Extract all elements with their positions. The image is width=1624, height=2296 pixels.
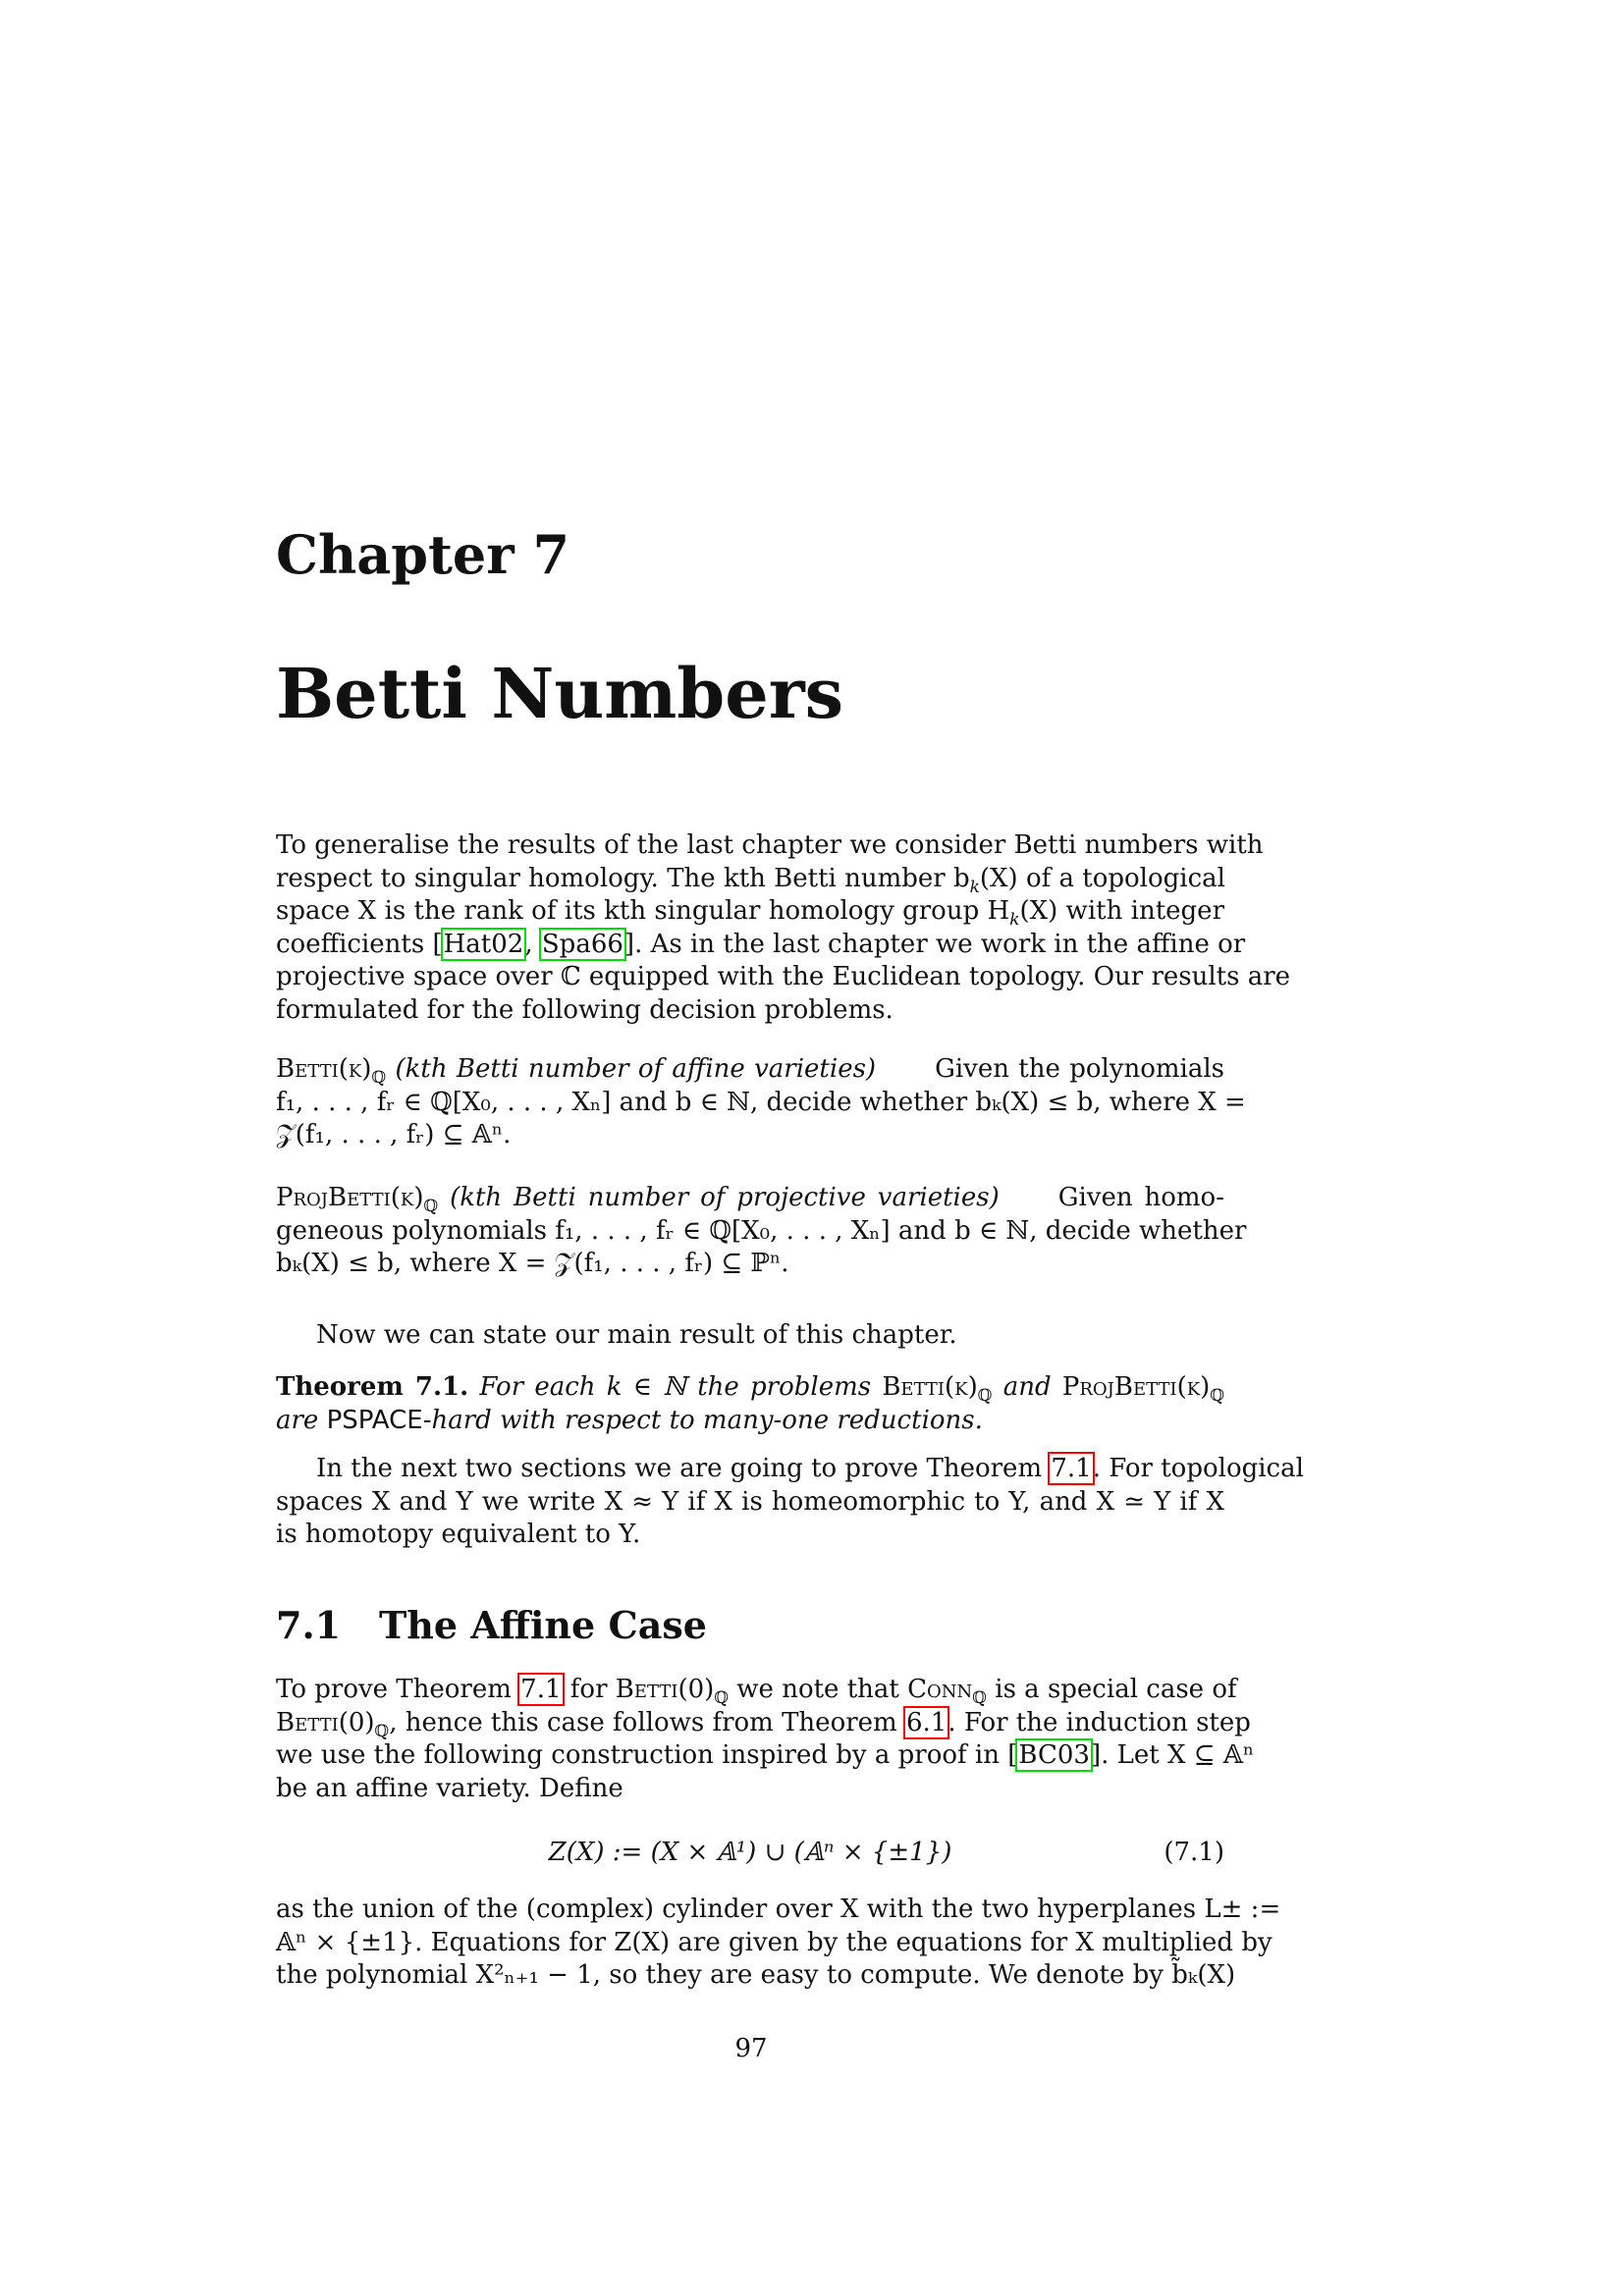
problem-proj-line-3: bₖ(X) ≤ b, where X = 𝒵(f₁, . . . , fᵣ) ⊆ ℙⁿ.: [276, 1249, 789, 1278]
affine-line-1: To prove Theorem 7.1 for $Betti(0)_ℚ$ we note that Conn$_ℚ$ is a special case of: [276, 1675, 1237, 1708]
after-equation-paragraph: [276, 1894, 1281, 1993]
ref-theorem-6-1[interactable]: 6.1: [905, 1707, 947, 1737]
problem-betti: [276, 1053, 1246, 1152]
citation-spa66[interactable]: Spa66: [541, 929, 623, 959]
after-theorem-line-2: spaces X and Y we write X ≈ Y if X is homeomorphic to Y, and X ≃ Y if X: [276, 1486, 1224, 1517]
affine-line-4: be an affine variety. Define: [276, 1773, 623, 1803]
citation-hat02[interactable]: Hat02: [443, 929, 524, 959]
problem-betti-line-1: $Betti(k)_ℚ$ (kth Betti number of affine varieties) Given the polynomials: [276, 1054, 1225, 1088]
intro-line-5: projective space over ℂ equipped with the Euclidean topology. Our results are: [276, 962, 1291, 991]
after-theorem-paragraph: [276, 1453, 1304, 1552]
intro-line-6: formulated for the following decision problems.: [276, 994, 893, 1025]
ref-theorem-7-1-b[interactable]: 7.1: [520, 1675, 562, 1704]
problem-betti-line-2: f₁, . . . , fᵣ ∈ ℚ[X₀, . . . , Xₙ] and b ∈ ℕ, decide whether bₖ(X) ≤ b, where X =: [276, 1087, 1246, 1117]
intro-line-2: respect to singular homology. The kth Betti number $b_k(X)$ of a topological: [276, 863, 1225, 896]
section-heading: 7.1 The Affine Case: [276, 1603, 707, 1647]
after-eq-line-3: the polynomial X²ₙ₊₁ − 1, so they are easy to compute. We denote by b̃ₖ(X): [276, 1960, 1236, 1990]
intro-paragraph: [276, 829, 1291, 1027]
affine-line-3: we use the following construction inspired by a proof in [BC03]. Let X ⊆ 𝔸ⁿ: [276, 1740, 1255, 1770]
equation-7-1: [276, 1838, 1224, 1871]
affine-line-2: $Betti(0)_ℚ$, hence this case follows from Theorem 6.1. For the induction step: [276, 1707, 1251, 1740]
equation-number: (7.1): [1164, 1838, 1224, 1867]
page-number: 97: [734, 2034, 768, 2063]
problem-proj-line-2: geneous polynomials f₁, . . . , fᵣ ∈ ℚ[X₀, . . . , Xₙ] and b ∈ ℕ, decide whether: [276, 1215, 1247, 1246]
chapter-label: Chapter 7: [276, 523, 570, 586]
intro-line-4: coefficients [Hat02, Spa66]. As in the last chapter we work in the affine or: [276, 929, 1246, 959]
theorem-line-2: are PSPACE-hard with respect to many-one reductions.: [276, 1405, 983, 1435]
problem-projbetti: [276, 1182, 1247, 1281]
theorem-line-1: Theorem 7.1. For each k ∈ ℕ the problems $Betti(k)_ℚ$ and $ProjBetti(k)_ℚ$: [276, 1372, 1225, 1406]
affine-paragraph: [276, 1674, 1255, 1805]
problem-betti-line-3: 𝒵(f₁, . . . , fᵣ) ⊆ 𝔸ⁿ.: [276, 1120, 512, 1149]
chapter-title: Betti Numbers: [276, 653, 844, 734]
citation-bc03[interactable]: BC03: [1018, 1740, 1090, 1770]
statement-intro: Now we can state our main result of this chapter.: [316, 1320, 957, 1350]
ref-theorem-7-1[interactable]: 7.1: [1051, 1454, 1092, 1483]
intro-line-3: space X is the rank of its kth singular homology group $H_k(X)$ with integer: [276, 896, 1224, 930]
equation-body: Z(X) := (X × 𝔸¹) ∪ (𝔸ⁿ × {±1}): [548, 1838, 952, 1867]
theorem-7-1: [276, 1371, 1224, 1437]
after-eq-line-1: as the union of the (complex) cylinder over X with the two hyperplanes L± :=: [276, 1895, 1281, 1924]
problem-proj-line-1: $ProjBetti(k)_ℚ$ (kth Betti number of projective varieties) Given homo-: [276, 1183, 1225, 1216]
after-theorem-line-3: is homotopy equivalent to Y.: [276, 1520, 641, 1549]
intro-line-1: To generalise the results of the last chapter we consider Betti numbers with: [276, 830, 1264, 860]
after-theorem-line-1: In the next two sections we are going to prove Theorem 7.1. For topological: [316, 1454, 1304, 1483]
after-eq-line-2: 𝔸ⁿ × {±1}. Equations for Z(X) are given by the equations for X multiplied by: [276, 1927, 1272, 1957]
